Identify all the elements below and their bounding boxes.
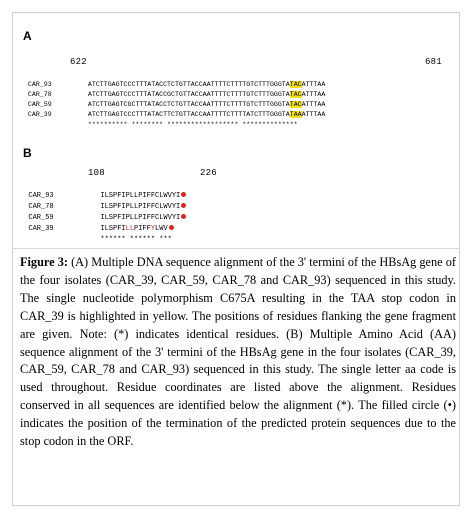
aa-row-car93 <box>20 180 186 200</box>
sequence-name: CAR_78 <box>28 203 54 211</box>
panel-b-coord-end: 226 <box>200 168 217 178</box>
consensus-row-b <box>20 224 172 244</box>
sequence-name: CAR_39 <box>28 225 54 233</box>
figure-caption <box>20 254 456 451</box>
aa-row-car39 <box>20 213 174 233</box>
aa-sequence-part: ILSPFI <box>100 225 126 233</box>
sequence-text: ATCTTGAGTCGCTTTATACCTCTGTTACCAATTTTCTTTTGTCTTTGGGTATACATTTAA <box>87 101 326 108</box>
highlighted-codon: TAC <box>289 101 302 108</box>
panel-a-coord-start: 622 <box>70 57 87 67</box>
caption-label: Figure 3: <box>20 255 68 269</box>
sequence-row-car39 <box>20 100 326 118</box>
sequence-text: ATCTTGAGTCCCTTTATACCTCTGTTACCAATTTTCTTTTGTCTTTGGGTATACATTTAA <box>87 81 326 88</box>
aa-row-car78 <box>20 191 186 211</box>
aa-sequence: ILSPFIPLLPIFFCLWVYI <box>100 214 181 222</box>
aa-variant-residue: Y <box>150 225 156 233</box>
panel-b-label: B <box>23 146 32 160</box>
sequence-name: CAR_93 <box>27 81 52 88</box>
sequence-name: CAR_39 <box>27 111 52 118</box>
aa-variant-residues: LL <box>125 225 135 233</box>
aa-sequence-part: LWV <box>155 225 168 233</box>
divider <box>12 248 460 249</box>
caption-text: (A) Multiple DNA sequence alignment of the 3' termini of the HBsAg gene of the four isolates (CAR_39, CAR_59, CAR_78 and CAR_93) sequenced in this study. The single nucleotide polymorphism C675A resulting in the TAA stop codon in CAR_39 is highlighted in yellow. The positions of residues flanking the gene fragment are given. Note: (*) indicates identical residues. (B) Multiple Amino Acid (AA) sequence alignment of the 3' termini of the HBsAg gene in the four isolates (CAR_39, CAR_59, CAR_78 and CAR_93) sequenced in this study. The single letter aa code is used throughout. Residue coordinates are listed above the alignment. Residues conserved in all sequences are identified below the alignment (*). The filled circle (•) indicates the position of the termination of the predicted protein sequences due to the stop codon in the ORF. <box>20 255 456 449</box>
highlighted-stop-codon: TAA <box>289 111 302 118</box>
sequence-name: CAR_59 <box>27 101 52 108</box>
aa-row-car59 <box>20 202 186 222</box>
sequence-row-car59 <box>20 90 326 108</box>
highlighted-codon: TAC <box>289 81 302 88</box>
sequence-name: CAR_78 <box>27 91 52 98</box>
sequence-row-car93 <box>20 70 326 88</box>
panel-b-coord-start: 108 <box>88 168 105 178</box>
aa-sequence-part: PIFF <box>134 225 151 233</box>
sequence-text: ATCTTGAGTCCCTTTATACCGCTGTTACCAATTTTCTTTTGTCTTTGGGTATACATTTAA <box>87 91 326 98</box>
aa-sequence: ILSPFIPLLPIFFCLWVYI <box>100 203 181 211</box>
consensus-row-a <box>20 110 298 128</box>
sequence-name: CAR_93 <box>28 192 54 200</box>
consensus-stars: ********** ******** ****************** ************** <box>87 121 298 128</box>
aa-sequence: ILSPFIPLLPIFFCLWVYI <box>100 192 181 200</box>
panel-a-coord-end: 681 <box>425 57 442 67</box>
sequence-text: ATCTTGAGTCCCTTTATACTTCTGTTACCAATTTTCTTTTATCTTTGGGTATAAATTTAA <box>87 111 326 118</box>
panel-a-label: A <box>23 29 32 43</box>
stop-dot-icon <box>181 214 186 219</box>
highlighted-codon: TAC <box>289 91 302 98</box>
sequence-row-car78 <box>20 80 326 98</box>
consensus-stars: ****** ****** *** <box>100 236 172 244</box>
sequence-name: CAR_59 <box>28 214 54 222</box>
